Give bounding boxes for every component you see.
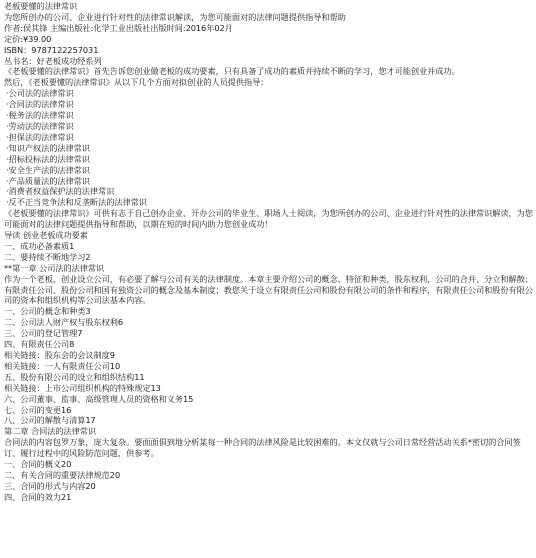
toc-item: 五、股份有限公司的设立和组织结构11 [4,371,145,382]
toc-related-link: 相关链接：上市公司组织机构的特殊规定13 [4,382,161,393]
topic-list-item: ·担保法的法律常识 [6,131,74,142]
intro-paragraph: 《老板要懂的法律常识》首先告诉您创业做老板的成功要素，只有具备了成功的素质并持续不断的学习，您才可能创业并成功。 [4,66,460,77]
toc-heading: 导读 创业老板成功要素 [4,230,88,241]
toc-item: 一、公司的概念和种类3 [4,306,91,317]
intro-topics-lead: 然后，《老板要懂的法律常识》从以下几个方面对拟创业的人员提供指导： [4,77,269,88]
toc-related-link: 相关链接：股东会的会议制度9 [4,350,115,360]
author-publisher-line: 作者:侯其锋 主编出版社:化学工业出版社出版时间:2016年02月 [4,22,233,33]
toc-item: 二、有关合同的重要法律规范20 [4,469,121,480]
topic-list-item: ·知识产权法的法律常识 [6,142,90,153]
audience-paragraph: 《老板要懂的法律常识》可供有志于自己创办企业、开办公司的毕业生、职场人士阅读，为您所创办的公司、企业进行针对性的法律常识解读，为您可能面对的法律问题提供指导和帮助，以期在短的时间内助力您创业成功！ [4,208,533,230]
toc-item: 七、公司的变更16 [4,404,72,415]
topic-list-item: ·产品质量法的法律常识 [6,175,90,186]
chapter-summary: 合同法的内容包罗万象，庞大复杂。要面面俱到地分析某每一种合同的法律风险是比较困难的。本文仅就与公司日常经营活动关系*密切的合同签订、履行过程中的风险防范问题，供参考。 [4,437,521,459]
topic-list-item: ·消费者权益保护法的法律常识 [6,186,115,197]
toc-item: 四、有限责任公司8 [4,339,75,350]
chapter-heading: 第二章 合同法的法律常识 [4,426,97,437]
topic-list-item: ·安全生产法的法律常识 [6,164,90,175]
toc-item: 一、成功必备素质1 [4,240,75,251]
chapter-heading: **第一章 公司法的法律常识 [4,262,105,273]
toc-item: 六、公司董事、监事、高级管理人员的资格和义务15 [4,393,194,404]
toc-item: 二、公司法人财产权与股东权利6 [4,317,124,328]
toc-item: 二、要持续不断地学习2 [4,251,91,262]
toc-item: 三、合同的形式与内容20 [4,480,96,491]
toc-related-link: 相关链接：一人有限责任公司10 [4,360,121,371]
book-title: 老板要懂的法律常识 [4,1,78,11]
toc-item: 一、合同的概义20 [4,459,72,470]
topic-list-item: ·反不正当竞争法和反垄断法的法律常识 [6,197,147,208]
toc-item: 三、公司的登记管理7 [4,328,83,339]
topic-list-item: ·公司法的法律常识 [6,88,74,99]
topic-list-item: ·招标投标法的法律常识 [6,153,90,164]
topic-list-item: ·税务法的法律常识 [6,110,74,121]
series-line: 丛书名：好老板成功经系列 [4,55,102,66]
isbn-line: ISBN：9787122257031 [4,44,99,55]
topic-list-item: ·合同法的法律常识 [6,99,74,110]
toc-item: 八、公司的解散与清算17 [4,415,96,426]
toc-item: 四、合同的效力21 [4,491,72,502]
price-line: 定价:¥39.00 [4,33,52,44]
topic-list-item: ·劳动法的法律常识 [6,120,74,131]
book-tagline: 为您所创办的公司、企业进行针对性的法律常识解读，为您可能面对的法律问题提供指导和帮助 [4,11,346,22]
chapter-summary: 作为一个老板，创业设立公司，有必要了解与公司有关的法律制度。本章主要介绍公司的概念、特征和种类，股东权利，公司的合并、分立和解散；有限责任公司、股份公司和国有独资公司的概念及基本制度；教您关于设立有限责任公司和股份有限公司的条件和程序，有限责任公司和股份有限公司的资本和组织机构等公司法基本内容。 [4,273,533,306]
